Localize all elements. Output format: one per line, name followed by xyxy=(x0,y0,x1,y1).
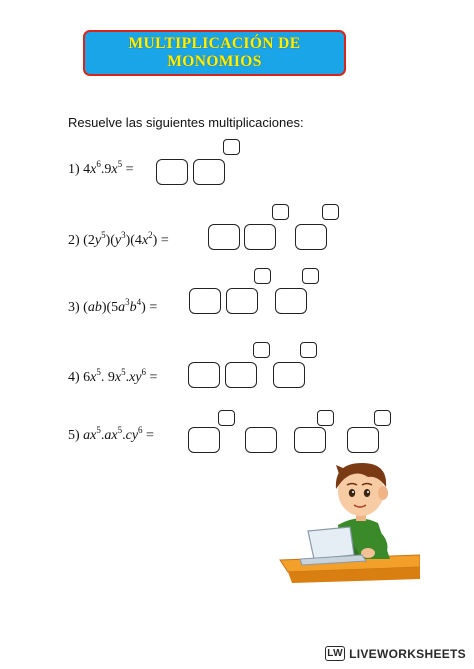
liveworksheets-logo: LW xyxy=(325,646,345,661)
title-banner xyxy=(83,30,346,76)
var: y xyxy=(114,233,122,248)
coef: 4 xyxy=(83,162,91,177)
coef: 9 xyxy=(104,162,112,177)
exercise-number: 5) xyxy=(68,428,80,443)
var: x xyxy=(111,162,118,177)
answer-variable-box[interactable] xyxy=(273,362,305,388)
answer-exponent-box[interactable] xyxy=(254,268,271,284)
exp: 5 xyxy=(117,425,123,435)
separator: . xyxy=(125,370,130,385)
answer-coefficient-box[interactable] xyxy=(208,224,240,250)
exp: 3 xyxy=(125,297,130,307)
answer-exponent-box[interactable] xyxy=(218,410,235,426)
var: ax xyxy=(104,428,118,443)
paren: ( xyxy=(83,300,88,315)
exp: 5 xyxy=(121,367,126,377)
var: a xyxy=(118,300,126,315)
answer-exponent-box[interactable] xyxy=(272,204,289,220)
answer-coefficient-box[interactable] xyxy=(156,159,188,185)
equals-sign: = xyxy=(146,428,154,443)
separator: . xyxy=(100,428,105,443)
exercise-4 xyxy=(68,367,158,386)
answer-coefficient-box[interactable] xyxy=(188,427,220,453)
paren: ) xyxy=(152,233,158,248)
var: b xyxy=(129,300,137,315)
boy-with-laptop-illustration xyxy=(270,455,420,615)
answer-variable-box[interactable] xyxy=(295,224,327,250)
answer-exponent-box[interactable] xyxy=(374,410,391,426)
exercise-number: 2) xyxy=(68,233,80,248)
var: ax xyxy=(83,428,97,443)
answer-variable-box[interactable] xyxy=(294,427,326,453)
var: x xyxy=(90,370,97,385)
exp: 6 xyxy=(138,425,143,435)
equals-sign: = xyxy=(160,233,169,248)
exercise-2 xyxy=(68,230,169,249)
answer-variable-box[interactable] xyxy=(245,427,277,453)
exp: 5 xyxy=(96,367,101,377)
brand-name: LIVEWORKSHEETS xyxy=(349,646,466,661)
answer-variable-box[interactable] xyxy=(244,224,276,250)
answer-coefficient-box[interactable] xyxy=(188,362,220,388)
instructions: Resuelve las siguientes multiplicaciones: xyxy=(68,115,304,130)
exp: 2 xyxy=(148,230,153,240)
answer-exponent-box[interactable] xyxy=(322,204,339,220)
title-line-1: MULTIPLICACIÓN DE xyxy=(128,35,301,52)
exp: 6 xyxy=(141,367,147,377)
exercise-3 xyxy=(68,297,158,316)
equals-sign: = xyxy=(149,300,158,315)
equals-sign: = xyxy=(125,162,134,177)
exp: 4 xyxy=(136,297,142,307)
equals-sign: = xyxy=(149,370,158,385)
separator: . 9 xyxy=(100,370,115,385)
paren: )(5 xyxy=(101,300,119,315)
paren: )( xyxy=(105,233,115,248)
paren: (2 xyxy=(83,233,95,248)
coef: 6 xyxy=(83,370,91,385)
title-line-2: MONOMIOS xyxy=(167,53,262,70)
var: cy xyxy=(125,428,139,443)
var: ab xyxy=(87,300,102,315)
exercise-1 xyxy=(68,159,134,178)
exp: 5 xyxy=(117,159,123,169)
var: x xyxy=(114,370,122,385)
var: x xyxy=(141,233,149,248)
var: y xyxy=(94,233,102,248)
exp: 5 xyxy=(101,230,106,240)
exp: 6 xyxy=(96,159,101,169)
answer-coefficient-box[interactable] xyxy=(189,288,221,314)
var: xy xyxy=(129,370,142,385)
answer-exponent-box[interactable] xyxy=(223,139,240,155)
answer-exponent-box[interactable] xyxy=(253,342,270,358)
answer-variable-box[interactable] xyxy=(193,159,225,185)
answer-variable-box[interactable] xyxy=(225,362,257,388)
answer-exponent-box[interactable] xyxy=(317,410,334,426)
exercise-number: 4) xyxy=(68,370,80,385)
answer-variable-box[interactable] xyxy=(275,288,307,314)
answer-exponent-box[interactable] xyxy=(300,342,317,358)
answer-variable-box[interactable] xyxy=(226,288,258,314)
answer-variable-box[interactable] xyxy=(347,427,379,453)
paren: ) xyxy=(141,300,146,315)
separator: . xyxy=(122,428,126,443)
paren: )(4 xyxy=(125,233,142,248)
var: x xyxy=(90,162,97,177)
exercise-number: 1) xyxy=(68,162,80,177)
exp: 5 xyxy=(96,425,101,435)
exp: 3 xyxy=(121,230,126,240)
answer-exponent-box[interactable] xyxy=(302,268,319,284)
separator: . xyxy=(100,162,105,177)
exercise-5 xyxy=(68,425,154,444)
exercise-number: 3) xyxy=(68,300,80,315)
liveworksheets-brand[interactable] xyxy=(325,646,466,661)
